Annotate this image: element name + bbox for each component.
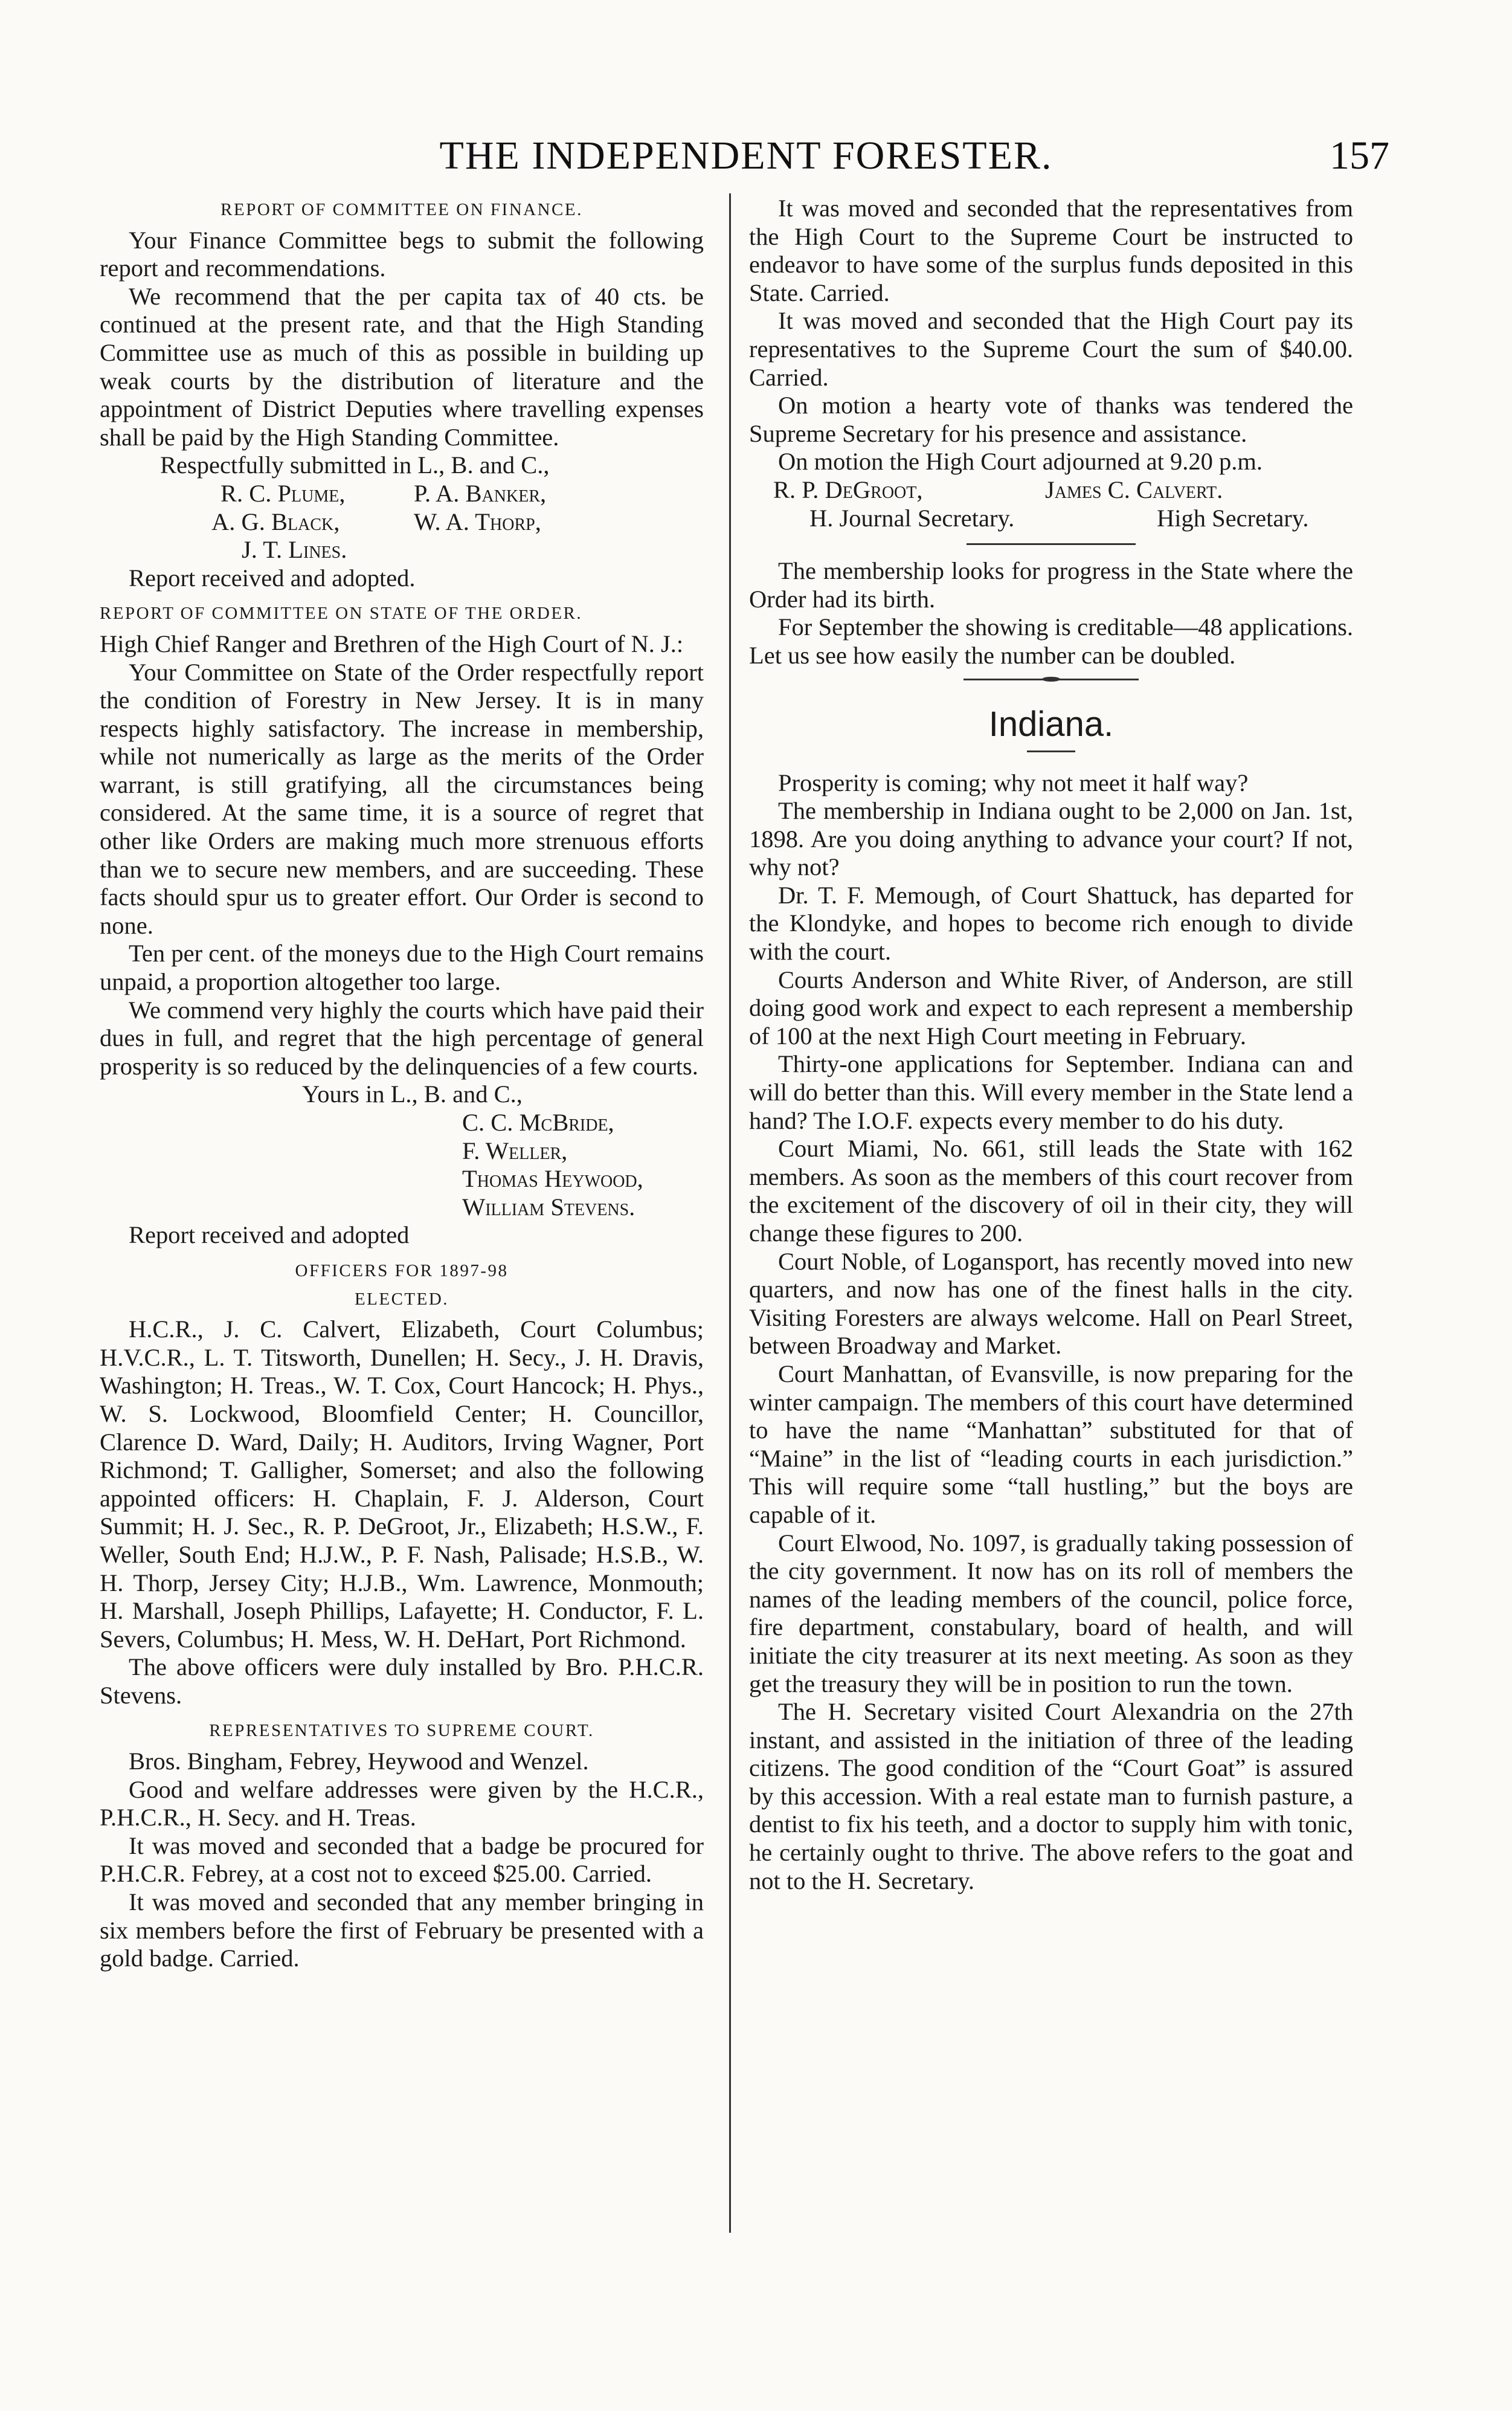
signature: J. T. Lines. (242, 536, 347, 564)
minutes-paragraph: It was moved and seconded that the representatives from the High Court to the Supreme Court be instructed to endeavor to have some of the surplus funds deposited in this State. Carried. (749, 195, 1353, 306)
indiana-paragraph: Courts Anderson and White River, of Anderson, are still doing good work and expect to each represent a membership of 100 at the next High Court meeting in February. (749, 966, 1353, 1050)
signature-title: H. Journal Secretary. (809, 504, 1015, 532)
state-heading: REPORT OF COMMITTEE ON STATE OF THE ORDER. (100, 604, 583, 624)
state-paragraph: Your Committee on State of the Order respectfully report the condition of Forestry in New Jersey. It is in many respects highly satisfactory. The increase in membership, while not numerically as large as the merits of the Order warrant, is still gratifying, all the circumstances being considered. At the same time, it is a source of regret that other like Orders are making much more strenuous efforts than we to secure new members, and are succeeding. These facts should spur us to greater effort. Our Order is second to none. (100, 658, 704, 939)
representatives-paragraph: Good and welfare addresses were given by the H.C.R., P.H.C.R., H. Secy. and H. Treas. (100, 1775, 704, 1832)
indiana-paragraph: Court Manhattan, of Evansville, is now preparing for the winter campaign. The members of this court have determined to have the name “Manhattan” substituted for that of “Maine” in the list of “leading courts in each jurisdiction.” This will require some “tall hustling,” but the boys are capable of it. (749, 1360, 1353, 1528)
officers-installed: The above officers were duly installed by Bro. P.H.C.R. Stevens. (100, 1653, 704, 1709)
indiana-paragraph: Dr. T. F. Memough, of Court Shattuck, has departed for the Klondyke, and hopes to become rich enough to divide with the court. (749, 881, 1353, 966)
minutes-signature-row (749, 505, 1353, 533)
ornamental-rule (963, 679, 1139, 680)
indiana-paragraph: The H. Secretary visited Court Alexandria on the 27th instant, and assisted in the initiation of three of the leading citizens. The good condition of the “Court Goat” is assured by this accession. With a real estate man to furnish pasture, a dentist to fix his teeth, and a doctor to supply him with tonic, he certainly ought to thrive. The above refers to the goat and not to the H. Secretary. (749, 1698, 1353, 1894)
indiana-paragraph: Thirty-one applications for September. Indiana can and will do better than this. Will every member in the State lend a hand? The I.O.F. expects every member to do his duty. (749, 1050, 1353, 1134)
signature: F. Weller, (462, 1137, 568, 1164)
signature: W. A. Thorp, (414, 508, 541, 535)
representatives-paragraph: Bros. Bingham, Febrey, Heywood and Wenzel. (129, 1748, 589, 1775)
signature: P. A. Banker, (414, 479, 547, 507)
signature: C. C. McBride, (462, 1109, 614, 1136)
column-divider (729, 193, 731, 2233)
state-note: For September the showing is creditable—48 applications. Let us see how easily the number can be doubled. (749, 613, 1353, 669)
running-title: THE INDEPENDENT FORESTER. (439, 134, 1053, 178)
finance-closing: Respectfully submitted in L., B. and C., (160, 451, 550, 479)
signature: A. G. Black, (211, 508, 340, 535)
finance-signature-row (100, 480, 704, 508)
indiana-paragraph: Court Noble, of Logansport, has recently moved into new quarters, and now has one of the finest halls in the city. Visiting Foresters are always welcome. Hall on Pearl Street, between Broadway and Market. (749, 1247, 1353, 1360)
state-salutation: High Chief Ranger and Brethren of the High Court of N. J.: (100, 630, 684, 657)
signature: James C. Calvert. (1045, 476, 1223, 503)
minutes-paragraph: It was moved and seconded that the High Court pay its representatives to the Supreme Court the sum of $40.00. Carried. (749, 307, 1353, 391)
finance-signature-row (100, 536, 704, 564)
running-head (103, 132, 1389, 186)
signature: William Stevens. (462, 1193, 635, 1221)
indiana-title: Indiana. (988, 704, 1114, 744)
representatives-paragraph: It was moved and seconded that a badge be procured for P.H.C.R. Febrey, at a cost not to exceed $25.00. Carried. (100, 1832, 704, 1888)
minutes-paragraph: On motion a hearty vote of thanks was tendered the Supreme Secretary for his presence and assistance. (749, 392, 1353, 447)
representatives-paragraph: It was moved and seconded that any member bringing in six members before the first of February be presented with a gold badge. Carried. (100, 1888, 704, 1972)
indiana-paragraph: Court Miami, No. 661, still leads the State with 162 members. As soon as the members of this court recover from the excitement of the discovery of oil in their city, they will change these figures to 200. (749, 1135, 1353, 1247)
representatives-heading: REPRESENTATIVES TO SUPREME COURT. (209, 1721, 594, 1741)
finance-signature-row (100, 508, 704, 537)
right-column (749, 195, 1353, 1895)
minutes-paragraph: On motion the High Court adjourned at 9.20 p.m. (778, 448, 1263, 476)
minutes-signature-row (749, 476, 1353, 505)
officers-list: H.C.R., J. C. Calvert, Elizabeth, Court Columbus; H.V.C.R., L. T. Titsworth, Dunellen; H. Secy., J. H. Dravis, Washington; H. Treas., W. T. Cox, Court Hancock; H. Phys., W. S. Lockwood, Bloomfield Center; H. Councillor, Clarence D. Ward, Daily; H. Auditors, Irving Wagner, Port Richmond; T. Galligher, Somerset; and also the following appointed officers: H. Chaplain, F. J. Alderson, Court Summit; H. J. Sec., R. P. DeGroot, Jr., Elizabeth; H.S.W., F. Weller, South End; H.J.W., P. F. Nash, Palisade; H.S.B., W. H. Thorp, Jersey City; H.J.B., Wm. Lawrence, Monmouth; H. Marshall, Joseph Phillips, Lafayette; H. Conductor, F. L. Severs, Columbus; H. Mess, W. H. DeHart, Port Richmond. (100, 1315, 704, 1653)
state-closing: Yours in L., B. and C., (302, 1080, 523, 1108)
signature: Thomas Heywood, (462, 1165, 643, 1193)
signature-title: High Secretary. (1157, 504, 1309, 532)
finance-paragraph: We recommend that the per capita tax of 40 cts. be continued at the present rate, and that the High Standing Committee use as much of this as possible in building up weak courts by the distribution of literature and the appointment of District Deputies where travelling expenses shall be paid by the High Standing Committee. (100, 282, 704, 451)
state-paragraph: Ten per cent. of the moneys due to the High Court remains unpaid, a proportion altogether too large. (100, 940, 704, 996)
state-paragraph: We commend very highly the courts which have paid their dues in full, and regret that the high percentage of general prosperity is so reduced by the delinquencies of a few courts. (100, 996, 704, 1080)
page-number: 157 (1330, 134, 1389, 178)
finance-heading: REPORT OF COMMITTEE ON FINANCE. (220, 200, 583, 219)
finance-adopted: Report received and adopted. (129, 564, 416, 592)
indiana-paragraph: The membership in Indiana ought to be 2,000 on Jan. 1st, 1898. Are you doing anything to advance your court? If not, why not? (749, 797, 1353, 881)
state-adopted: Report received and adopted (129, 1221, 410, 1249)
signature: R. C. Plume, (220, 479, 346, 507)
section-rule (967, 543, 1136, 545)
title-rule (1027, 750, 1075, 752)
signature: R. P. DeGroot, (773, 476, 923, 503)
finance-paragraph: Your Finance Committee begs to submit the following report and recommendations. (100, 226, 704, 282)
indiana-paragraph: Court Elwood, No. 1097, is gradually taking possession of the city government. It now has on its roll of members the names of the leading members of the council, police force, fire department, constabulary, board of health, and will initiate the city treasurer at its next meeting. As soon as they get the treasury they will be in position to run the town. (749, 1529, 1353, 1697)
elected-heading: ELECTED. (354, 1289, 449, 1309)
indiana-paragraph: Prosperity is coming; why not meet it half way? (778, 769, 1249, 796)
officers-heading: OFFICERS FOR 1897-98 (295, 1260, 509, 1280)
left-column (100, 195, 704, 1973)
state-note: The membership looks for progress in the State where the Order had its birth. (749, 557, 1353, 613)
